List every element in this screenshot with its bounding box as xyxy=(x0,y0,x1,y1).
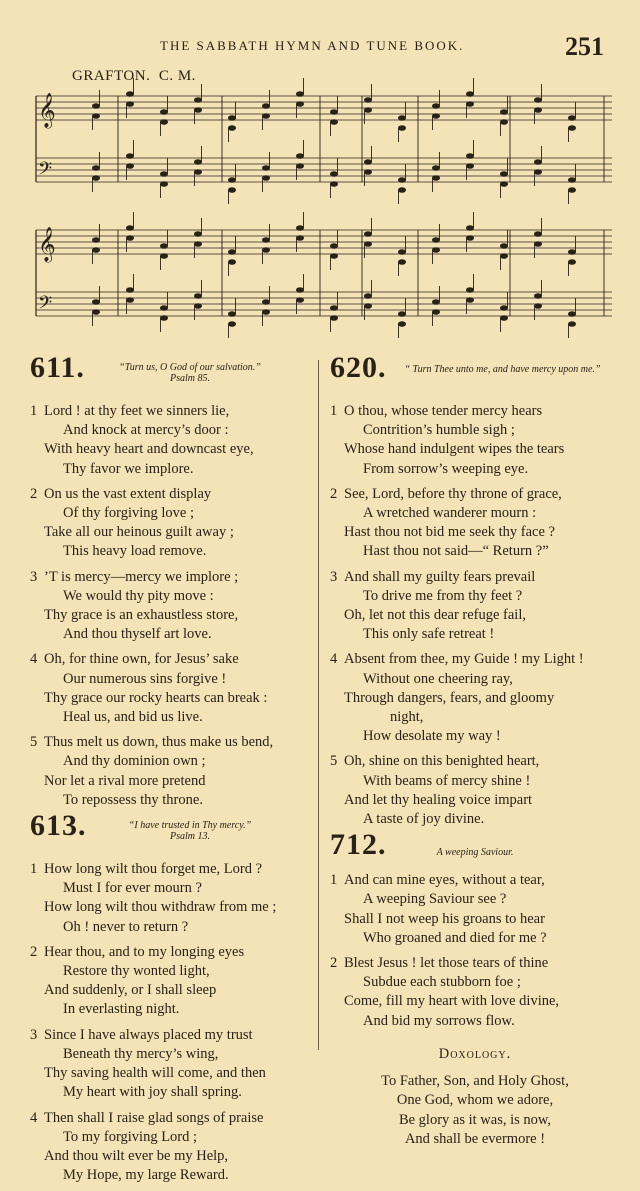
note-head xyxy=(466,235,474,241)
verse-line: And thou wilt ever be my Help, xyxy=(44,1147,229,1164)
verse-line: Absent from thee, my Guide ! my Light ! xyxy=(344,651,584,668)
verse-line: Must I for ever mourn ? xyxy=(63,880,202,897)
verse-line: Contrition’s humble sigh ; xyxy=(363,422,515,439)
note-head xyxy=(568,259,576,265)
note-head xyxy=(534,231,542,237)
note-head xyxy=(126,153,134,159)
note-head xyxy=(92,103,100,109)
note-head xyxy=(568,249,576,255)
verse-line: We would thy pity move : xyxy=(63,587,214,604)
note-head xyxy=(296,225,304,231)
verse-line: A wretched wanderer mourn : xyxy=(363,505,537,522)
note-head xyxy=(262,175,270,181)
note-head xyxy=(92,309,100,315)
verse-line: Heal us, and bid us live. xyxy=(63,709,203,726)
doxology-verses xyxy=(330,1072,620,1149)
doxology-line: And shall be evermore ! xyxy=(404,1130,546,1147)
note-head xyxy=(466,91,474,97)
verse xyxy=(30,650,310,727)
note-head xyxy=(262,299,270,305)
verse-line: See, Lord, before thy throne of grace, xyxy=(344,485,562,502)
verse-line: Subdue each stubborn foe ; xyxy=(363,974,521,991)
note-head xyxy=(466,163,474,169)
verse-line: Hast thou not said—“ Return ?” xyxy=(363,543,549,560)
verse-number: 4 xyxy=(330,651,338,668)
note-head xyxy=(92,175,100,181)
verse-line: From sorrow’s weeping eye. xyxy=(363,460,529,477)
note-head xyxy=(330,181,338,187)
verse-number: 3 xyxy=(30,1026,38,1043)
note-head xyxy=(92,113,100,119)
verse-line: How desolate my way ! xyxy=(363,728,501,745)
note-head xyxy=(126,91,134,97)
note-head xyxy=(296,153,304,159)
verse-line: ’T is mercy—mercy we implore ; xyxy=(44,568,239,585)
note-head xyxy=(228,249,236,255)
verse-line: And thou thyself art love. xyxy=(63,626,212,643)
verse-line: And can mine eyes, without a tear, xyxy=(344,872,545,889)
verse-number: 5 xyxy=(30,734,38,751)
note-head xyxy=(568,311,576,317)
verse-line: In everlasting night. xyxy=(63,1001,180,1018)
verse-line: Shall I not weep his groans to hear xyxy=(344,910,545,927)
verse-line: And knock at mercy’s door : xyxy=(63,422,229,439)
note-head xyxy=(534,107,542,113)
note-head xyxy=(500,305,508,311)
note-head xyxy=(194,241,202,247)
note-head xyxy=(160,181,168,187)
note-head xyxy=(160,315,168,321)
note-head xyxy=(500,315,508,321)
verse-line: On us the vast extent display xyxy=(44,485,212,502)
note-head xyxy=(330,109,338,115)
bass-clef-icon: 𝄢 xyxy=(38,159,53,184)
hymn-712-verses xyxy=(330,871,620,1031)
verse-number: 3 xyxy=(30,568,38,585)
note-head xyxy=(568,187,576,193)
hymn-number: 620. xyxy=(330,351,387,384)
note-head xyxy=(296,297,304,303)
note-head xyxy=(534,303,542,309)
hymn-title: “Turn us, O God of our salvation.” Psalm 85. xyxy=(119,362,261,384)
verse-line: To drive me from thy feet ? xyxy=(363,587,523,604)
note-head xyxy=(500,181,508,187)
verse xyxy=(30,1026,310,1103)
note-head xyxy=(466,225,474,231)
note-head xyxy=(500,171,508,177)
hymn-number: 712. xyxy=(330,828,387,862)
note-head xyxy=(568,321,576,327)
verse-line: Oh, for thine own, for Jesus’ sake xyxy=(44,651,239,668)
note-head xyxy=(432,103,440,109)
verse-line: Without one cheering ray, xyxy=(363,670,513,687)
note-head xyxy=(534,169,542,175)
verse-line: Through dangers, fears, and gloomy xyxy=(344,689,555,706)
note-head xyxy=(126,101,134,107)
hymn-620-verses xyxy=(330,402,620,829)
verse xyxy=(330,650,620,746)
music-score xyxy=(0,0,640,360)
verse-line: Oh, let not this dear refuge fail, xyxy=(344,607,526,624)
note-head xyxy=(160,243,168,249)
note-head xyxy=(262,309,270,315)
note-head xyxy=(364,107,372,113)
verse xyxy=(330,954,620,1031)
note-head xyxy=(296,163,304,169)
verse-line: night, xyxy=(390,709,424,726)
verse-line: Nor let a rival more pretend xyxy=(44,772,206,789)
note-head xyxy=(500,119,508,125)
hymn-number: 613. xyxy=(30,809,87,843)
verse-line: Restore thy wonted light, xyxy=(63,963,210,980)
note-head xyxy=(330,305,338,311)
verse-line: My heart with joy shall spring. xyxy=(63,1084,242,1101)
verse-line: Blest Jesus ! let those tears of thine xyxy=(344,955,549,972)
verse-line: Come, fill my heart with love divine, xyxy=(344,993,560,1010)
note-head xyxy=(364,231,372,237)
note-head xyxy=(398,125,406,131)
note-head xyxy=(568,115,576,121)
verse-line: A taste of joy divine. xyxy=(363,811,485,828)
hymn-number: 611. xyxy=(30,351,85,384)
note-head xyxy=(228,187,236,193)
verse-line: And bid my sorrows flow. xyxy=(363,1012,515,1029)
verse-number: 5 xyxy=(330,753,338,770)
verse-line: And let thy healing voice impart xyxy=(344,791,533,808)
verse-line: Thus melt us down, thus make us bend, xyxy=(44,734,274,751)
note-head xyxy=(92,165,100,171)
note-head xyxy=(194,169,202,175)
verse-number: 2 xyxy=(330,485,338,502)
note-head xyxy=(160,171,168,177)
verse-number: 1 xyxy=(30,403,38,419)
note-head xyxy=(500,253,508,259)
verse-number: 4 xyxy=(30,651,38,668)
verse-line: Then shall I raise glad songs of praise xyxy=(44,1109,264,1126)
note-head xyxy=(364,303,372,309)
verse xyxy=(330,402,620,479)
verse-number: 1 xyxy=(330,872,338,889)
verse-line: Oh ! never to return ? xyxy=(63,918,189,935)
verse-line: Oh, shine on this benighted heart, xyxy=(344,753,540,770)
note-head xyxy=(330,315,338,321)
hymn-611-verses xyxy=(30,402,310,810)
verse-number: 2 xyxy=(330,955,338,972)
note-head xyxy=(126,297,134,303)
note-head xyxy=(296,287,304,293)
hymn-title: “I have trusted in Thy mercy.” Psalm 13. xyxy=(128,820,252,843)
note-head xyxy=(534,293,542,299)
verse-line: Thy grace our rocky hearts can break : xyxy=(44,689,268,706)
verse-line: Thy favor we implore. xyxy=(63,460,194,477)
doxology-title: Doxology. xyxy=(438,1045,512,1062)
page-number: 251 xyxy=(565,32,604,61)
note-head xyxy=(92,237,100,243)
note-head xyxy=(92,299,100,305)
note-head xyxy=(364,169,372,175)
verse-line: Beneath thy mercy’s wing, xyxy=(63,1045,219,1062)
verse-number: 2 xyxy=(30,943,38,960)
column-divider xyxy=(318,360,319,1050)
verse-line: How long wilt thou forget me, Lord ? xyxy=(44,861,263,878)
verse-line: How long wilt thou withdraw from me ; xyxy=(44,899,277,916)
note-head xyxy=(228,115,236,121)
verse-line: Thy saving health will come, and then xyxy=(44,1065,266,1082)
hymn-title: “ Turn Thee unto me, and have mercy upon me.” xyxy=(404,364,601,375)
note-head xyxy=(432,113,440,119)
verse-line: A weeping Saviour see ? xyxy=(363,891,507,908)
verse xyxy=(330,752,620,829)
verse-line: Whose hand indulgent wipes the tears xyxy=(344,441,565,458)
verse-line: Since I have always placed my trust xyxy=(44,1026,253,1043)
note-head xyxy=(228,321,236,327)
verse-line: This only safe retreat ! xyxy=(363,626,495,643)
note-head xyxy=(330,171,338,177)
verse-line: To repossess thy throne. xyxy=(63,791,203,808)
note-head xyxy=(228,125,236,131)
verse-line: O thou, whose tender mercy hears xyxy=(344,403,543,419)
verse-line: This heavy load remove. xyxy=(63,543,207,560)
verse-number: 2 xyxy=(30,485,38,502)
verse-line: My Hope, my large Reward. xyxy=(63,1167,229,1184)
note-head xyxy=(160,119,168,125)
note-head xyxy=(398,311,406,317)
note-head xyxy=(194,293,202,299)
verse xyxy=(30,733,310,810)
tune-meter: C. M. xyxy=(158,68,196,84)
note-head xyxy=(466,297,474,303)
note-head xyxy=(364,241,372,247)
note-head xyxy=(432,175,440,181)
verse-line: Hast thou not bid me seek thy face ? xyxy=(344,524,555,541)
note-head xyxy=(194,107,202,113)
note-head xyxy=(262,247,270,253)
running-title: THE SABBATH HYMN AND TUNE BOOK. xyxy=(160,38,465,53)
verse-line: And suddenly, or I shall sleep xyxy=(44,982,217,999)
note-head xyxy=(398,249,406,255)
verse-line: Take all our heinous guilt away ; xyxy=(44,524,234,541)
verse xyxy=(30,943,310,1020)
note-head xyxy=(330,253,338,259)
verse xyxy=(30,1109,310,1186)
verse-line: Of thy forgiving love ; xyxy=(63,505,195,522)
hymn-613-verses xyxy=(30,860,310,1185)
verse xyxy=(330,485,620,562)
note-head xyxy=(160,253,168,259)
note-head xyxy=(126,163,134,169)
verse-line: With beams of mercy shine ! xyxy=(363,772,531,789)
hymn-613-header xyxy=(30,809,310,860)
doxology-line: To Father, Son, and Holy Ghost, xyxy=(381,1073,569,1090)
note-head xyxy=(330,243,338,249)
note-head xyxy=(568,125,576,131)
verse-line: Who groaned and died for me ? xyxy=(363,929,547,946)
verse-line: Our numerous sins forgive ! xyxy=(63,670,227,687)
note-head xyxy=(92,247,100,253)
note-head xyxy=(194,231,202,237)
note-head xyxy=(398,259,406,265)
note-head xyxy=(296,91,304,97)
note-head xyxy=(432,247,440,253)
note-head xyxy=(432,299,440,305)
note-head xyxy=(364,293,372,299)
verse-line: With heavy heart and downcast eye, xyxy=(44,441,254,458)
verse-line: To my forgiving Lord ; xyxy=(63,1128,198,1145)
note-head xyxy=(228,177,236,183)
verse-line: And thy dominion own ; xyxy=(63,753,206,770)
note-head xyxy=(500,109,508,115)
tune-name: GRAFTON. xyxy=(72,68,151,84)
treble-clef-icon: 𝄞 xyxy=(38,93,56,128)
hymn-611-header xyxy=(30,351,310,402)
note-head xyxy=(466,101,474,107)
treble-clef-icon: 𝄞 xyxy=(38,227,56,262)
verse-number: 1 xyxy=(30,861,38,878)
note-head xyxy=(160,109,168,115)
note-head xyxy=(534,159,542,165)
note-head xyxy=(398,177,406,183)
note-head xyxy=(262,237,270,243)
hymn-712-header xyxy=(330,828,620,871)
note-head xyxy=(432,237,440,243)
note-head xyxy=(296,235,304,241)
note-head xyxy=(194,159,202,165)
note-head xyxy=(466,153,474,159)
note-head xyxy=(228,259,236,265)
bass-clef-icon: 𝄢 xyxy=(38,293,53,318)
note-head xyxy=(398,115,406,121)
note-head xyxy=(330,119,338,125)
note-head xyxy=(228,311,236,317)
note-head xyxy=(126,225,134,231)
note-head xyxy=(364,159,372,165)
note-head xyxy=(398,321,406,327)
verse xyxy=(30,860,310,937)
note-head xyxy=(500,243,508,249)
verse-number: 3 xyxy=(330,568,338,585)
note-head xyxy=(364,97,372,103)
verse xyxy=(330,871,620,948)
note-head xyxy=(534,241,542,247)
note-head xyxy=(126,287,134,293)
hymn-620-header xyxy=(330,351,620,402)
note-head xyxy=(466,287,474,293)
verse-line: Thy grace is an exhaustless store, xyxy=(44,607,239,624)
verse-line: Lord ! at thy feet we sinners lie, xyxy=(44,403,230,419)
right-column xyxy=(330,351,620,1149)
note-head xyxy=(262,165,270,171)
doxology-line: Be glory as it was, is now, xyxy=(398,1111,552,1128)
note-head xyxy=(194,97,202,103)
note-head xyxy=(432,309,440,315)
note-head xyxy=(262,113,270,119)
left-column xyxy=(30,351,310,1191)
note-head xyxy=(568,177,576,183)
verse xyxy=(330,568,620,645)
note-head xyxy=(160,305,168,311)
note-head xyxy=(534,97,542,103)
note-head xyxy=(126,235,134,241)
note-head xyxy=(262,103,270,109)
note-head xyxy=(398,187,406,193)
note-head xyxy=(194,303,202,309)
hymn-title: A weeping Saviour. xyxy=(436,847,514,859)
verse xyxy=(30,402,310,479)
verse-line: Hear thou, and to my longing eyes xyxy=(44,943,245,960)
note-head xyxy=(296,101,304,107)
note-head xyxy=(432,165,440,171)
verse-number: 1 xyxy=(330,403,338,419)
verse xyxy=(30,485,310,562)
verse-number: 4 xyxy=(30,1109,38,1126)
doxology-line: One God, whom we adore, xyxy=(396,1092,554,1109)
verse-line: And shall my guilty fears prevail xyxy=(344,568,536,585)
verse xyxy=(30,568,310,645)
